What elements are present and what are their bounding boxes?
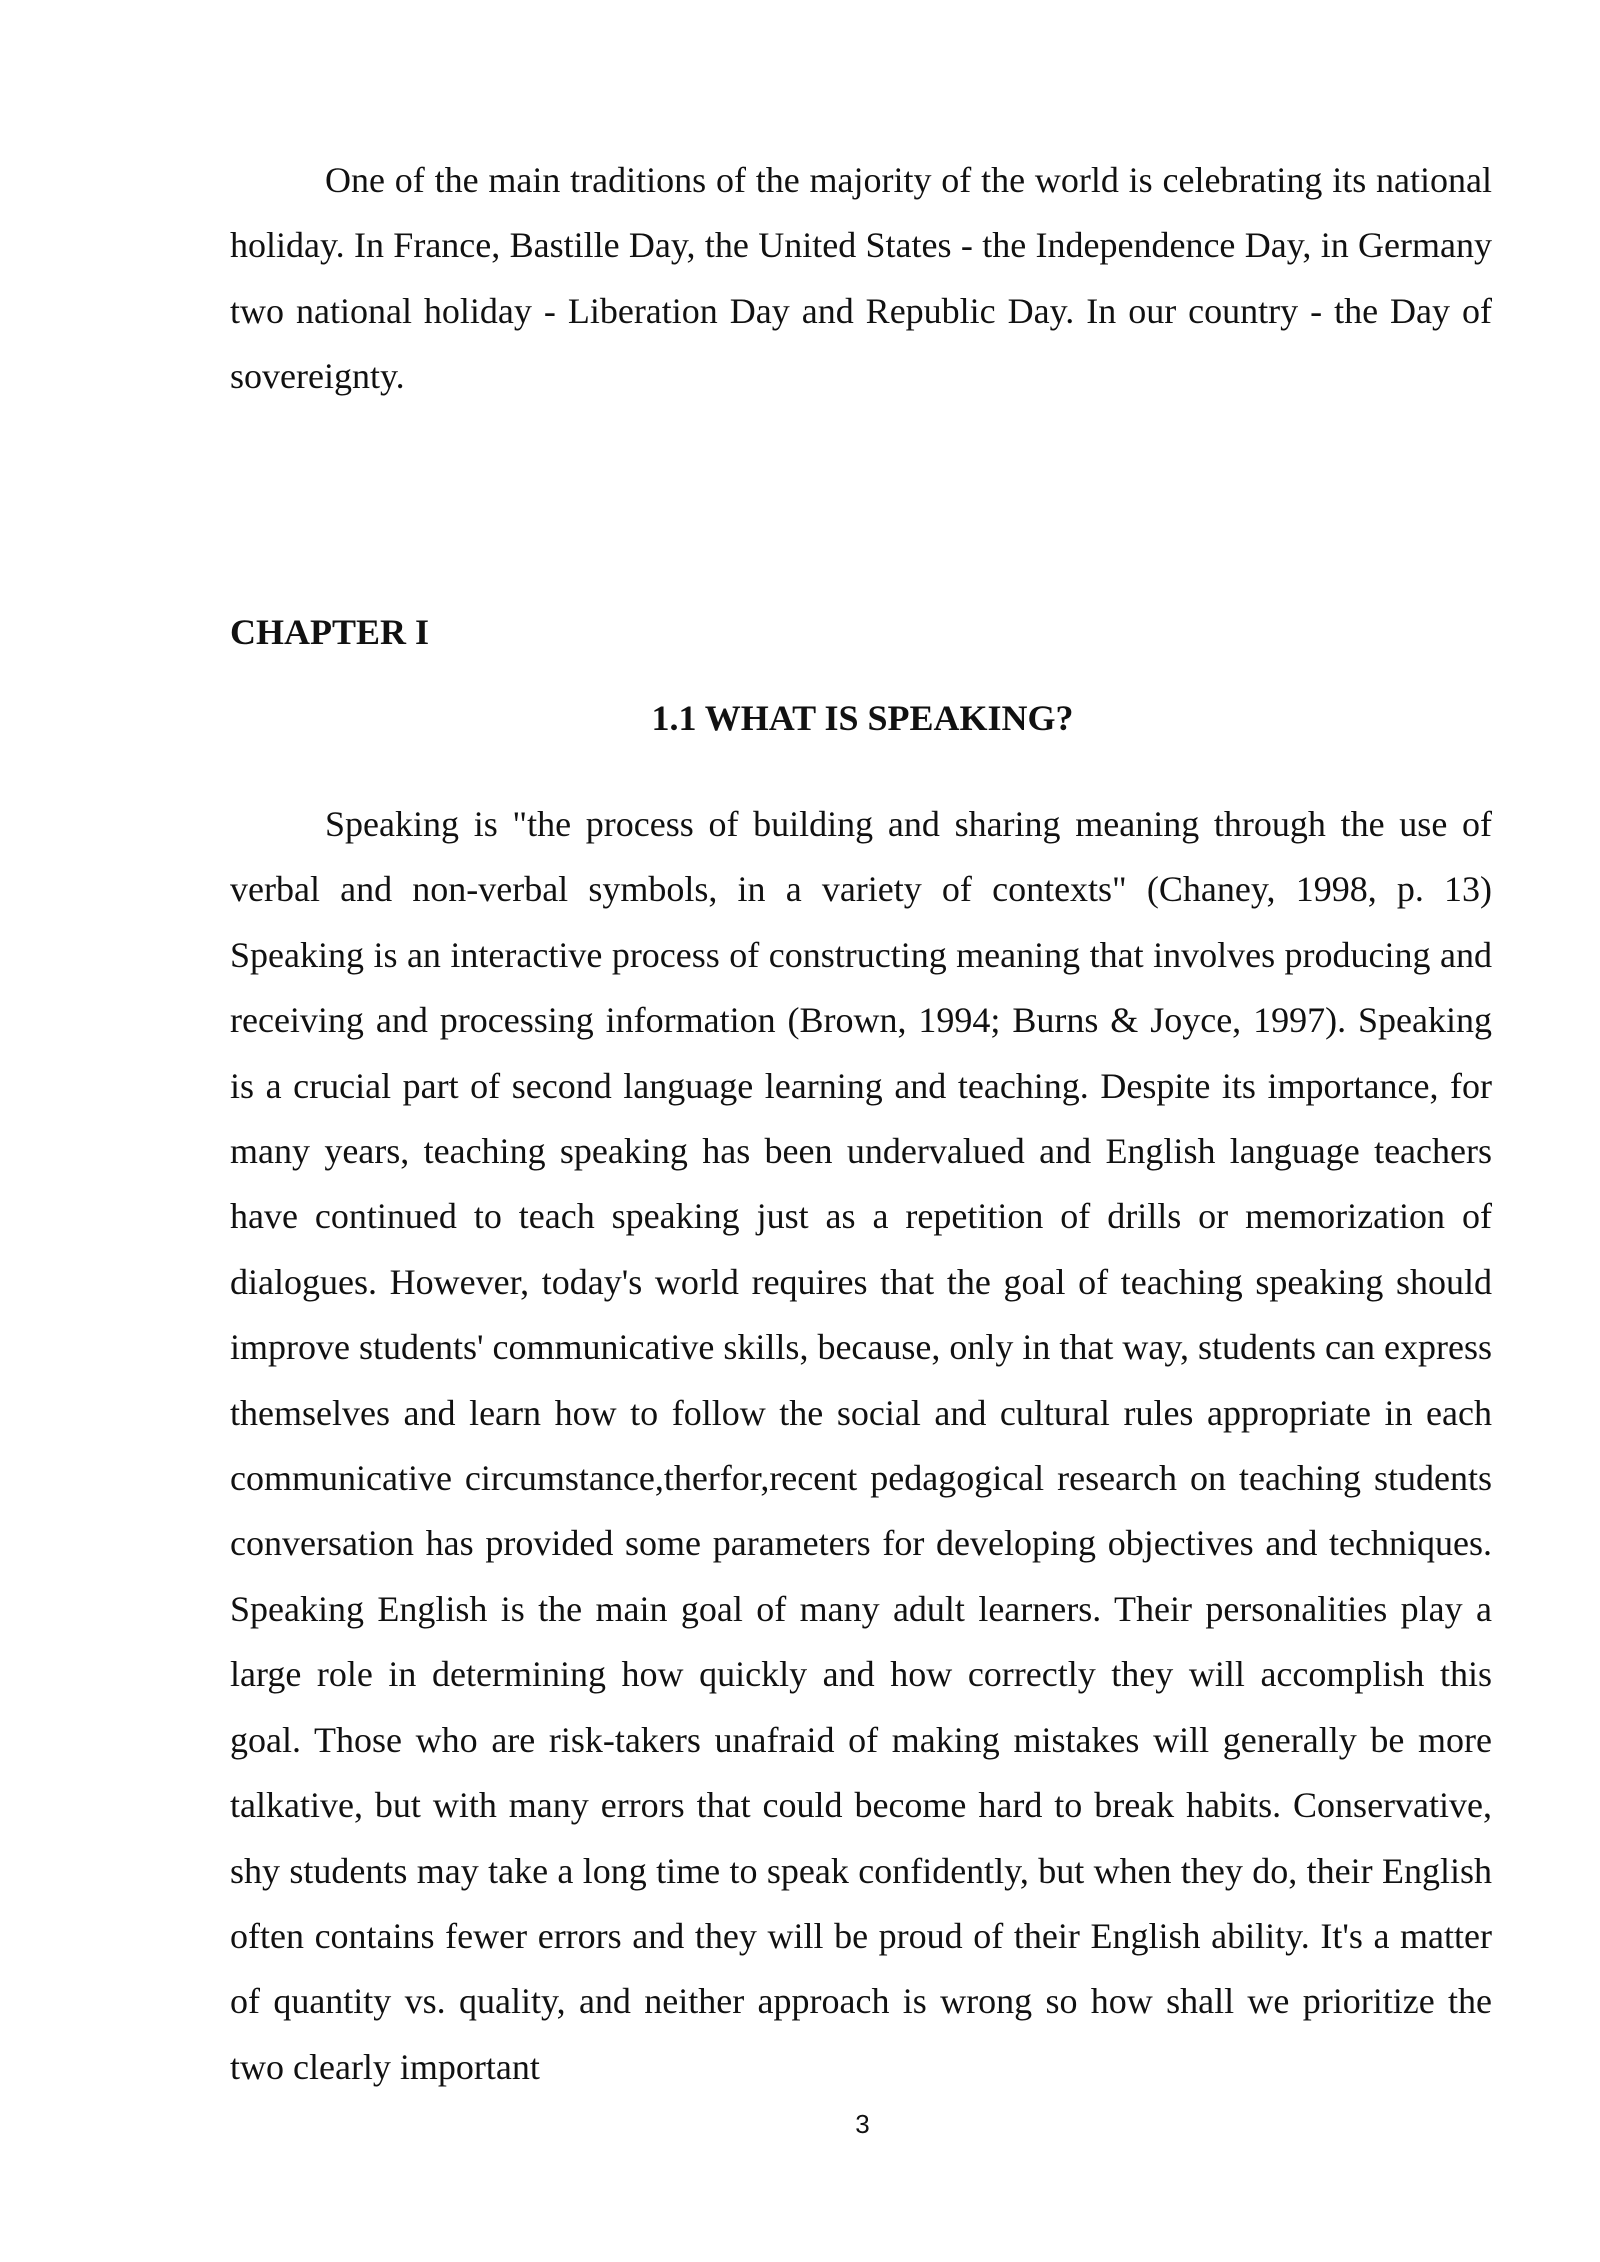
section-heading: 1.1 WHAT IS SPEAKING? (651, 698, 1074, 738)
body-section (230, 792, 1492, 2100)
intro-section (230, 148, 1492, 410)
page-number: 3 (855, 2109, 870, 2139)
chapter-heading: CHAPTER I (230, 612, 430, 652)
intro-paragraph: One of the main traditions of the majority of the world is celebrating its national holiday. In France, Bastille Day, the United States - the Independence Day, in Germany two national holiday - Liberation Day and Republic Day. In our country - the Day of sovereignty. (230, 160, 1492, 397)
body-paragraph: Speaking is "the process of building and sharing meaning through the use of verbal and non-verbal symbols, in a variety of contexts" (Chaney, 1998, p. 13) Speaking is an interactive process of constructing meaning that involves producing and receiving and processing information (Brown, 1994; Burns & Joyce, 1997). Speaking is a crucial part of second language learning and teaching. Despite its importance, for many years, teaching speaking has been undervalued and English language teachers have continued to teach speaking just as a repetition of drills or memorization of dialogues. However, today's world requires that the goal of teaching speaking should improve students' communicative skills, because, only in that way, students can express themselves and learn how to follow the social and cultural rules appropriate in each communicative circumstance,therfor,recent pedagogical research on teaching students conversation has provided some parameters for developing objectives and techniques. Speaking English is the main goal of many adult learners. Their personalities play a large role in determining how quickly and how correctly they will accomplish this goal. Those who are risk-takers unafraid of making mistakes will generally be more talkative, but with many errors that could become hard to break habits. Conservative, shy students may take a long time to speak confidently, but when they do, their English often contains fewer errors and they will be proud of their English ability. It's a matter of quantity vs. quality, and neither approach is wrong so how shall we prioritize the two clearly important (230, 804, 1492, 2087)
